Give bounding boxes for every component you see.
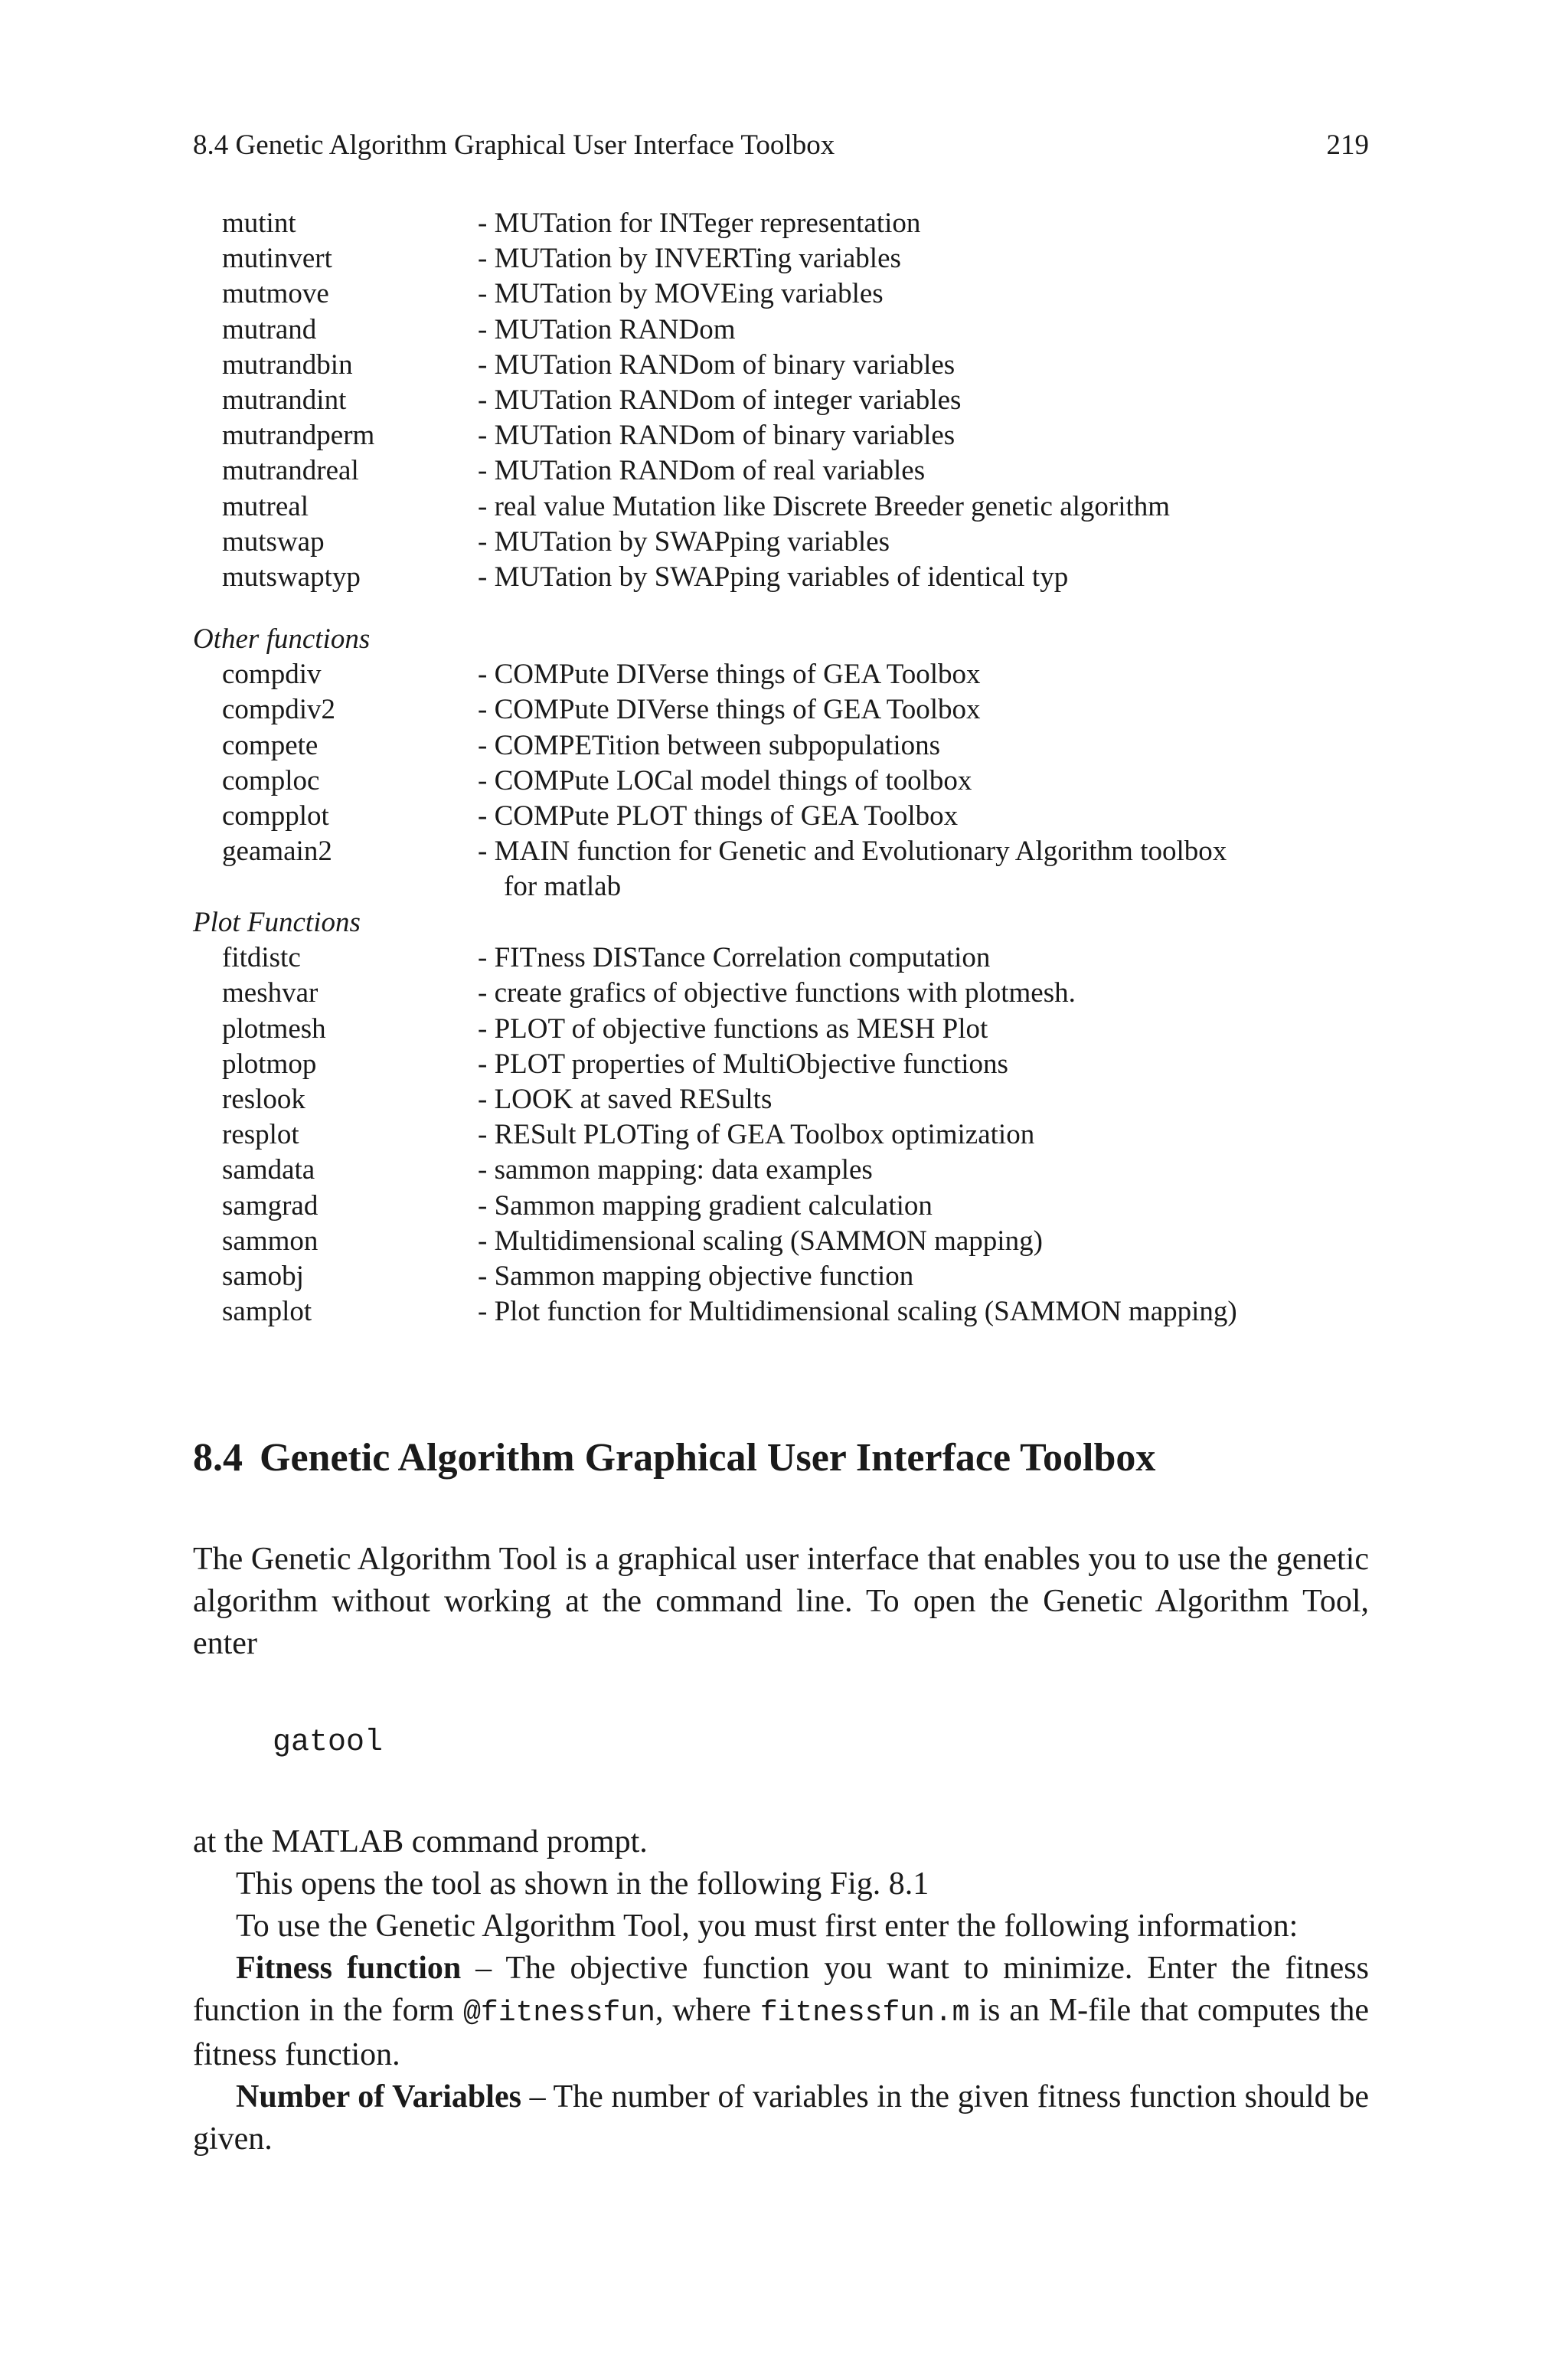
other-functions-heading: Other functions (193, 623, 371, 655)
function-name: samgrad (222, 1189, 318, 1222)
list-item (193, 348, 1387, 383)
fitness-text-3: is an M-file that computes the fitness function. (193, 1993, 1369, 2072)
function-name: comploc (222, 764, 320, 796)
list-heading-row (193, 622, 1387, 657)
function-name: sammon (222, 1225, 318, 1257)
function-description: - Sammon mapping gradient calculation (478, 1189, 933, 1222)
fitness-code-2: fitnessfun.m (760, 1997, 970, 2029)
mutation-function-list (193, 206, 1387, 595)
function-description-continuation: for matlab (504, 871, 622, 903)
list-item (193, 418, 1387, 453)
function-name: compplot (222, 800, 329, 832)
function-name: mutrandperm (222, 420, 375, 452)
fitness-function-label: Fitness function (236, 1951, 462, 1986)
list-item (193, 976, 1387, 1011)
function-name: reslook (222, 1083, 305, 1115)
list-item (193, 453, 1387, 489)
function-name: meshvar (222, 977, 318, 1009)
fitness-text-2: , where (655, 1993, 760, 2028)
function-name: samdata (222, 1154, 315, 1186)
function-name: mutreal (222, 490, 309, 522)
function-description: - MUTation RANDom of real variables (478, 455, 926, 487)
list-item (193, 1189, 1387, 1224)
after-code-text: at the MATLAB command prompt. (193, 1824, 648, 1859)
list-item (193, 1259, 1387, 1294)
function-name: compete (222, 729, 318, 761)
list-item (193, 1294, 1387, 1330)
function-name: mutrand (222, 313, 317, 345)
list-item (193, 312, 1387, 348)
list-item (193, 525, 1387, 560)
list-item (193, 383, 1387, 418)
function-name: compdiv2 (222, 694, 335, 726)
list-item (193, 834, 1387, 869)
list-item-continuation (193, 869, 1387, 904)
function-description: - Multidimensional scaling (SAMMON mapping) (478, 1225, 1043, 1257)
list-item (193, 1224, 1387, 1259)
list-item (193, 799, 1387, 834)
function-name: samobj (222, 1260, 304, 1292)
intro-paragraph: The Genetic Algorithm Tool is a graphical user interface that enables you to use the genetic algorithm without working at the command line. To open the Genetic Algorithm Tool, enter (193, 1542, 1369, 1661)
running-head-title: 8.4 Genetic Algorithm Graphical User Interface Toolbox (193, 129, 835, 161)
numvars-text: – The number of variables in the given fitness function should be given. (193, 2079, 1369, 2157)
function-description: - COMPute DIVerse things of GEA Toolbox (478, 659, 981, 691)
plot-functions-list (193, 905, 1387, 1330)
code-gatool: gatool (273, 1725, 384, 1760)
fitness-text-1: – The objective function you want to minimize. Enter the fitness function in the form (193, 1951, 1369, 2028)
function-name: mutswap (222, 525, 325, 558)
function-description: - MUTation RANDom of binary variables (478, 420, 956, 452)
function-description: - MUTation by SWAPping variables (478, 525, 890, 558)
page-number: 219 (1326, 129, 1369, 161)
plot-functions-heading: Plot Functions (193, 907, 361, 938)
function-description: - Plot function for Multidimensional scaling (SAMMON mapping) (478, 1296, 1237, 1328)
list-item (193, 764, 1387, 799)
function-name: mutint (222, 208, 296, 239)
function-description: - MUTation RANDom of integer variables (478, 384, 962, 416)
other-functions-list (193, 622, 1387, 905)
function-name: fitdistc (222, 942, 301, 974)
section-heading (193, 1434, 1387, 1483)
list-item (193, 940, 1387, 976)
body-paragraphs (193, 1821, 1369, 2160)
list-item (193, 1012, 1387, 1047)
function-description: - COMPute DIVerse things of GEA Toolbox (478, 694, 981, 726)
function-name: resplot (222, 1119, 299, 1151)
function-name: plotmop (222, 1048, 317, 1080)
function-description: - create grafics of objective functions with plotmesh. (478, 977, 1076, 1009)
function-description: - MUTation RANDom (478, 313, 736, 345)
list-item (193, 1153, 1387, 1188)
function-description: - PLOT of objective functions as MESH Plot (478, 1012, 988, 1045)
function-description: - COMPETition between subpopulations (478, 729, 941, 761)
list-item (193, 489, 1387, 525)
function-name: mutswaptyp (222, 561, 361, 593)
function-description: - MUTation for INTeger representation (478, 208, 921, 239)
fitness-code-1: @fitnessfun (463, 1997, 655, 2029)
function-description: - MUTation by SWAPping variables of identical typ (478, 561, 1069, 593)
paragraph-to-use: To use the Genetic Algorithm Tool, you must first enter the following information: (236, 1908, 1298, 1944)
paragraph-fitness-function (193, 1948, 1369, 2076)
function-name: compdiv (222, 659, 322, 691)
function-description: - PLOT properties of MultiObjective functions (478, 1048, 1008, 1080)
function-name: geamain2 (222, 836, 332, 868)
function-description: - LOOK at saved RESults (478, 1083, 773, 1115)
list-item (193, 657, 1387, 692)
function-name: mutmove (222, 278, 329, 310)
function-name: mutrandbin (222, 348, 353, 381)
function-name: mutrandreal (222, 455, 359, 487)
list-item (193, 1082, 1387, 1117)
function-description: - MUTation by MOVEing variables (478, 278, 884, 310)
section-title: Genetic Algorithm Graphical User Interface Toolbox (260, 1436, 1156, 1480)
function-description: - MUTation by INVERTing variables (478, 243, 901, 275)
list-item (193, 206, 1387, 241)
list-item (193, 1117, 1387, 1153)
function-description: - RESult PLOTing of GEA Toolbox optimization (478, 1119, 1035, 1151)
intro-paragraph-block (193, 1539, 1369, 1665)
function-description: - sammon mapping: data examples (478, 1154, 873, 1186)
paragraph-number-of-variables (193, 2076, 1369, 2160)
function-name: plotmesh (222, 1012, 326, 1045)
list-heading-row (193, 905, 1387, 940)
function-description: - Sammon mapping objective function (478, 1260, 914, 1292)
function-name: mutrandint (222, 384, 347, 416)
list-item (193, 728, 1387, 764)
function-description: - MAIN function for Genetic and Evolutionary Algorithm toolbox (478, 836, 1227, 868)
list-item (193, 276, 1387, 312)
list-item (193, 692, 1387, 728)
function-description: - COMPute PLOT things of GEA Toolbox (478, 800, 959, 832)
list-item (193, 1047, 1387, 1082)
number-of-variables-label: Number of Variables (236, 2079, 521, 2115)
list-item (193, 241, 1387, 276)
section-number: 8.4 (193, 1436, 243, 1480)
function-name: mutinvert (222, 243, 332, 275)
paragraph-opens-tool: This opens the tool as shown in the following Fig. 8.1 (236, 1866, 929, 1902)
function-name: samplot (222, 1296, 312, 1328)
function-description: - MUTation RANDom of binary variables (478, 348, 956, 381)
function-description: - FITness DISTance Correlation computation (478, 942, 991, 974)
list-item (193, 560, 1387, 595)
function-description: - real value Mutation like Discrete Breeder genetic algorithm (478, 490, 1171, 522)
function-description: - COMPute LOCal model things of toolbox (478, 764, 972, 796)
